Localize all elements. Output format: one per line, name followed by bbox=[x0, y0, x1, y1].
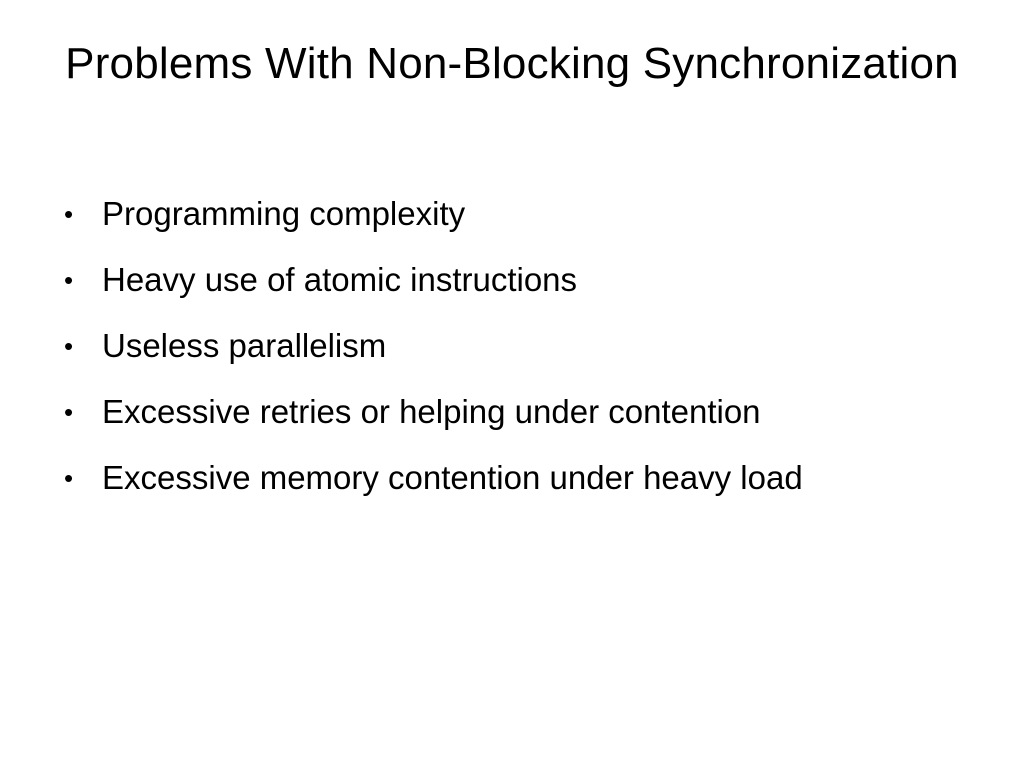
bullet-icon: • bbox=[64, 397, 74, 427]
bullet-item bbox=[60, 190, 950, 238]
bullet-item bbox=[60, 454, 950, 502]
bullet-text: Excessive memory contention under heavy load bbox=[102, 459, 803, 496]
bullet-text: Useless parallelism bbox=[102, 327, 387, 364]
slide-title: Problems With Non-Blocking Synchronization bbox=[65, 39, 959, 88]
bullet-icon: • bbox=[64, 199, 74, 229]
bullet-text: Programming complexity bbox=[102, 195, 466, 232]
bullet-list bbox=[60, 190, 950, 520]
bullet-text: Excessive retries or helping under contention bbox=[102, 393, 761, 430]
bullet-icon: • bbox=[64, 265, 74, 295]
bullet-item bbox=[60, 322, 950, 370]
bullet-icon: • bbox=[64, 331, 74, 361]
bullet-icon: • bbox=[64, 463, 74, 493]
bullet-item bbox=[60, 388, 950, 436]
bullet-text: Heavy use of atomic instructions bbox=[102, 261, 578, 298]
bullet-item bbox=[60, 256, 950, 304]
